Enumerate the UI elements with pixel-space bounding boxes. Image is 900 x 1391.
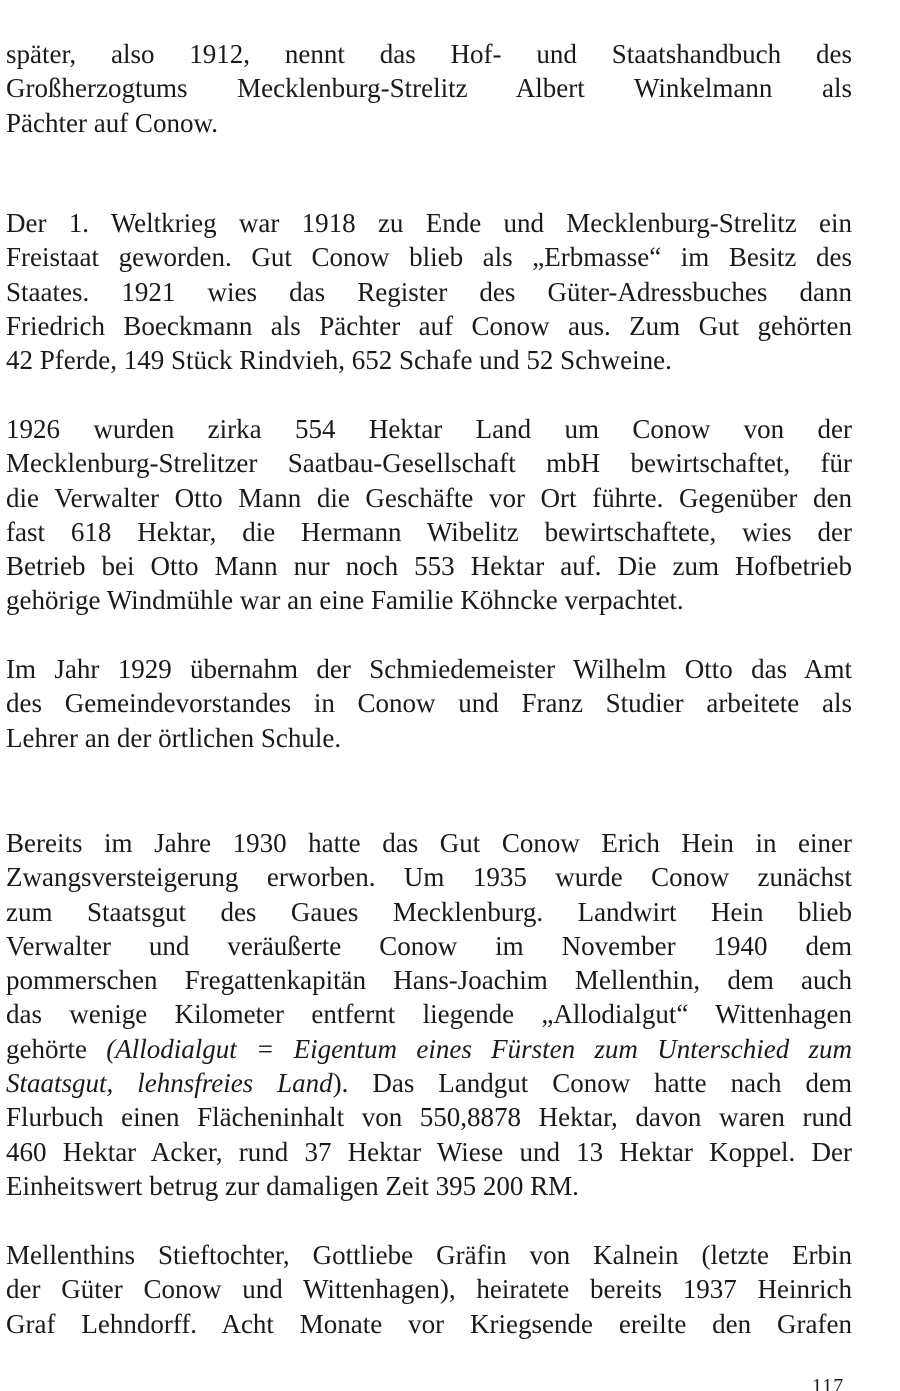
text-line bbox=[6, 1066, 852, 1100]
text-line: 42 Pferde, 149 Stück Rindvieh, 652 Schafe und 52 Schweine. bbox=[6, 345, 672, 376]
paragraph-3 bbox=[6, 412, 852, 618]
text-line: gehörige Windmühle war an eine Familie Köhncke verpachtet. bbox=[6, 585, 684, 616]
text-line: Graf Lehndorff. Acht Monate vor Kriegsende ereilte den Grafen bbox=[6, 1308, 852, 1339]
text-line: Friedrich Boeckmann als Pächter auf Conow aus. Zum Gut gehörten bbox=[6, 310, 852, 341]
text-run: gehörte bbox=[6, 1033, 107, 1064]
text-line: die Verwalter Otto Mann die Geschäfte vor Ort führte. Gegenüber den bbox=[6, 482, 852, 513]
text-line: 460 Hektar Acker, rund 37 Hektar Wiese und 13 Hektar Koppel. Der bbox=[6, 1136, 852, 1167]
paragraph-6 bbox=[6, 1238, 852, 1341]
paragraph-4 bbox=[6, 652, 852, 755]
paragraph-5 bbox=[6, 826, 852, 1203]
text-line: Verwalter und veräußerte Conow im November 1940 dem bbox=[6, 930, 852, 961]
text-line: Mellenthins Stieftochter, Gottliebe Gräfin von Kalnein (letzte Erbin bbox=[6, 1240, 852, 1270]
text-line: Im Jahr 1929 übernahm der Schmiedemeister Wilhelm Otto das Amt bbox=[6, 654, 852, 684]
text-line: Betrieb bei Otto Mann nur noch 553 Hektar auf. Die zum Hofbetrieb bbox=[6, 551, 852, 582]
text-line: Lehrer an der örtlichen Schule. bbox=[6, 722, 342, 753]
paragraph-2 bbox=[6, 206, 852, 377]
text-line: später, also 1912, nennt das Hof- und Staatshandbuch des bbox=[6, 39, 852, 69]
text-line: Großherzogtums Mecklenburg-Strelitz Albert Winkelmann als bbox=[6, 73, 852, 104]
italic-text-run: (Allodialgut = Eigentum eines Fürsten zum Unterschied zum bbox=[106, 1033, 852, 1064]
page-number: 117 bbox=[812, 1376, 845, 1391]
text-line: das wenige Kilometer entfernt liegende „Allodialgut“ Wittenhagen bbox=[6, 999, 852, 1030]
text-line: Flurbuch einen Flächeninhalt von 550,8878 Hektar, davon waren rund bbox=[6, 1102, 852, 1133]
text-line: fast 618 Hektar, die Hermann Wibelitz bewirtschaftete, wies der bbox=[6, 516, 852, 547]
paragraph-1 bbox=[6, 37, 852, 140]
text-line: Einheitswert betrug zur damaligen Zeit 395 200 RM. bbox=[6, 1170, 579, 1201]
text-line bbox=[6, 1032, 852, 1066]
text-line: Bereits im Jahre 1930 hatte das Gut Conow Erich Hein in einer bbox=[6, 828, 852, 858]
text-line: des Gemeindevorstandes in Conow und Franz Studier arbeitete als bbox=[6, 688, 852, 719]
text-line: Freistaat geworden. Gut Conow blieb als „Erbmasse“ im Besitz des bbox=[6, 242, 852, 273]
text-line: der Güter Conow und Wittenhagen), heiratete bereits 1937 Heinrich bbox=[6, 1274, 852, 1305]
text-line: Mecklenburg-Strelitzer Saatbau-Gesellschaft mbH bewirtschaftet, für bbox=[6, 448, 852, 479]
text-line: zum Staatsgut des Gaues Mecklenburg. Landwirt Hein blieb bbox=[6, 896, 852, 927]
text-run: ). Das Landgut Conow hatte nach dem bbox=[332, 1068, 852, 1099]
text-line: Zwangsversteigerung erworben. Um 1935 wurde Conow zunächst bbox=[6, 862, 852, 893]
text-line: Der 1. Weltkrieg war 1918 zu Ende und Mecklenburg-Strelitz ein bbox=[6, 208, 852, 238]
text-line: Pächter auf Conow. bbox=[6, 107, 218, 138]
italic-text-run: Staatsgut, lehnsfreies Land bbox=[6, 1068, 333, 1099]
text-line: 1926 wurden zirka 554 Hektar Land um Conow von der bbox=[6, 414, 852, 444]
text-line: pommerschen Fregattenkapitän Hans-Joachim Mellenthin, dem auch bbox=[6, 965, 852, 996]
text-line: Staates. 1921 wies das Register des Güter-Adressbuches dann bbox=[6, 276, 852, 307]
